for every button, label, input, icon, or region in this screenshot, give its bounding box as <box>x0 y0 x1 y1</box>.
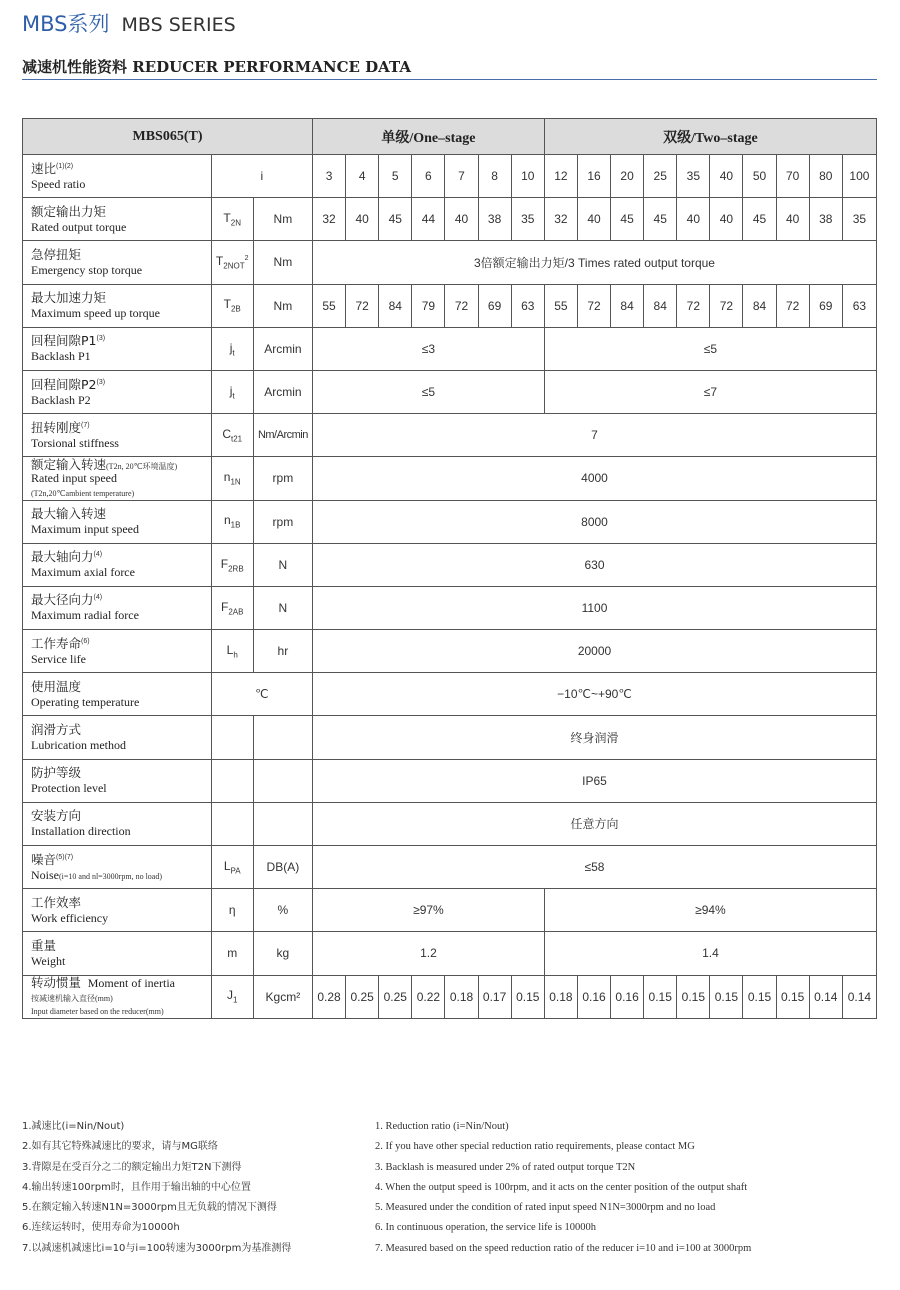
value-cell: 72 <box>346 284 379 327</box>
section-subtitle: 减速机性能资料 REDUCER PERFORMANCE DATA <box>22 58 411 76</box>
value-cell: ≤5 <box>544 327 876 370</box>
unit-cell: kg <box>253 932 312 975</box>
unit-cell <box>253 716 312 759</box>
value-cell: 5 <box>379 155 412 198</box>
symbol-cell: $T_{2NOT}^2$ <box>211 241 253 284</box>
note-item: 1.减速比(i=Nin/Nout) <box>22 1121 125 1132</box>
table-row <box>23 802 877 845</box>
value-cell: 44 <box>412 198 445 241</box>
header-divider <box>22 79 877 80</box>
value-cell: 0.15 <box>776 975 809 1018</box>
value-cell: 16 <box>577 155 610 198</box>
unit-cell: Arcmin <box>253 370 312 413</box>
value-cell: 0.16 <box>611 975 644 1018</box>
series-title-zh: MBS系列 <box>22 12 110 36</box>
value-cell: 6 <box>412 155 445 198</box>
note-item: 7. Measured based on the speed reduction ratio of the reducer i=10 and i=100 at 3000rpm <box>375 1242 752 1254</box>
symbol-cell: $T_{2N}$ <box>211 198 253 241</box>
row-label: 速比$^{(1)(2)}$ Speed ratio <box>23 155 212 198</box>
unit-cell: N <box>253 543 312 586</box>
value-cell: 0.15 <box>710 975 743 1018</box>
value-cell: 38 <box>809 198 842 241</box>
unit-cell: Nm/Arcmin <box>253 414 312 457</box>
table-row <box>23 198 877 241</box>
value-cell: ≤58 <box>313 846 877 889</box>
row-label: 安装方向 Installation direction <box>23 802 212 845</box>
value-cell: 7 <box>313 414 877 457</box>
value-cell: 0.25 <box>346 975 379 1018</box>
symbol-cell: m <box>211 932 253 975</box>
value-cell: 7 <box>445 155 478 198</box>
table-row <box>23 630 877 673</box>
value-cell: 84 <box>379 284 412 327</box>
value-cell: 1100 <box>313 586 877 629</box>
model-header: MBS065(T) <box>23 119 313 155</box>
table-row <box>23 889 877 932</box>
value-cell: 4 <box>346 155 379 198</box>
value-cell: 0.17 <box>478 975 511 1018</box>
symbol-cell: $J_1$ <box>211 975 253 1018</box>
value-cell: 0.14 <box>842 975 876 1018</box>
value-cell: 72 <box>577 284 610 327</box>
table-row <box>23 673 877 716</box>
table-row <box>23 932 877 975</box>
value-cell: 4000 <box>313 457 877 500</box>
note-item: 5. Measured under the condition of rated input speed N1N=3000rpm and no load <box>375 1202 716 1214</box>
value-cell: 630 <box>313 543 877 586</box>
value-cell: 3倍额定输出力矩/3 Times rated output torque <box>313 241 877 284</box>
unit-cell: rpm <box>253 457 312 500</box>
table-row <box>23 457 877 500</box>
value-cell: 12 <box>544 155 577 198</box>
row-label: 最大径向力$^{(4)}$ Maximum radial force <box>23 586 212 629</box>
row-label: 额定输入转速(T2n, 20℃环境温度) Rated input speed (T2n,20℃ambient temperature) <box>23 457 212 500</box>
value-cell: 45 <box>379 198 412 241</box>
symbol-cell <box>211 716 253 759</box>
value-cell: 0.15 <box>511 975 544 1018</box>
table-row <box>23 975 877 1018</box>
row-label: 噪音$^{(5)(7)}$ Noise(i=10 and nl=3000rpm, no load) <box>23 846 212 889</box>
unit-cell: Nm <box>253 198 312 241</box>
value-cell: 终身润滑 <box>313 716 877 759</box>
value-cell: 79 <box>412 284 445 327</box>
table-row <box>23 241 877 284</box>
value-cell: 0.25 <box>379 975 412 1018</box>
symbol-cell: $n_{1B}$ <box>211 500 253 543</box>
table-row <box>23 500 877 543</box>
unit-cell: % <box>253 889 312 932</box>
value-cell: IP65 <box>313 759 877 802</box>
one-stage-header: 单级/One–stage <box>313 119 545 155</box>
value-cell: 40 <box>710 155 743 198</box>
value-cell: 20000 <box>313 630 877 673</box>
unit-cell <box>253 802 312 845</box>
value-cell: 72 <box>445 284 478 327</box>
value-cell: 40 <box>346 198 379 241</box>
value-cell: 1.2 <box>313 932 545 975</box>
value-cell: 0.15 <box>644 975 677 1018</box>
value-cell: 84 <box>644 284 677 327</box>
value-cell: 8000 <box>313 500 877 543</box>
table-row <box>23 759 877 802</box>
row-label: 额定输出力矩 Rated output torque <box>23 198 212 241</box>
row-label: 工作寿命$^{(6)}$ Service life <box>23 630 212 673</box>
table-row <box>23 327 877 370</box>
note-item: 4.输出转速100rpm时，且作用于输出轴的中心位置 <box>22 1181 251 1193</box>
row-label: 最大轴向力$^{(4)}$ Maximum axial force <box>23 543 212 586</box>
value-cell: 50 <box>743 155 776 198</box>
unit-cell: DB(A) <box>253 846 312 889</box>
unit-cell: Nm <box>253 241 312 284</box>
row-label: 回程间隙P2$^{(3)}$ Backlash P2 <box>23 370 212 413</box>
value-cell: 55 <box>544 284 577 327</box>
value-cell: 0.22 <box>412 975 445 1018</box>
value-cell: 35 <box>511 198 544 241</box>
value-cell: 25 <box>644 155 677 198</box>
note-item: 6. In continuous operation, the service life is 10000h <box>375 1222 597 1234</box>
row-label: 最大输入转速 Maximum input speed <box>23 500 212 543</box>
value-cell: 84 <box>743 284 776 327</box>
table-row <box>23 846 877 889</box>
row-label: 最大加速力矩 Maximum speed up torque <box>23 284 212 327</box>
table-row <box>23 370 877 413</box>
unit-cell: Nm <box>253 284 312 327</box>
unit-cell: ℃ <box>211 673 312 716</box>
symbol-cell: i <box>211 155 312 198</box>
value-cell: 55 <box>313 284 346 327</box>
unit-cell: rpm <box>253 500 312 543</box>
symbol-cell: $j_t$ <box>211 370 253 413</box>
value-cell: 40 <box>710 198 743 241</box>
note-item: 2. If you have other special reduction ratio requirements, please contact MG <box>375 1141 695 1153</box>
row-label: 工作效率 Work efficiency <box>23 889 212 932</box>
value-cell: 20 <box>611 155 644 198</box>
value-cell: 70 <box>776 155 809 198</box>
value-cell: ≤7 <box>544 370 876 413</box>
table-row <box>23 284 877 327</box>
symbol-cell: $C_{t21}$ <box>211 414 253 457</box>
value-cell: 100 <box>842 155 876 198</box>
two-stage-header: 双级/Two–stage <box>544 119 876 155</box>
symbol-cell: $n_{1N}$ <box>211 457 253 500</box>
value-cell: 1.4 <box>544 932 876 975</box>
value-cell: 35 <box>842 198 876 241</box>
note-item: 7.以减速机减速比i=10与i=100转速为3000rpm为基准测得 <box>22 1242 292 1254</box>
value-cell: 0.14 <box>809 975 842 1018</box>
performance-table <box>22 118 877 1019</box>
value-cell: −10℃~+90℃ <box>313 673 877 716</box>
value-cell: ≤3 <box>313 327 545 370</box>
value-cell: 0.15 <box>677 975 710 1018</box>
value-cell: 35 <box>677 155 710 198</box>
row-label: 扭转刚度$^{(7)}$ Torsional stiffness <box>23 414 212 457</box>
value-cell: 0.18 <box>544 975 577 1018</box>
row-label: 转动惯量 Moment of inertia 按减速机输入直径(mm) Input diameter based on the reducer(mm) <box>23 975 212 1018</box>
value-cell: 63 <box>842 284 876 327</box>
note-item: 4. When the output speed is 100rpm, and it acts on the center position of the output shaft <box>375 1181 748 1193</box>
symbol-cell: $L_{PA}$ <box>211 846 253 889</box>
value-cell: 0.28 <box>313 975 346 1018</box>
unit-cell <box>253 759 312 802</box>
value-cell: 0.15 <box>743 975 776 1018</box>
row-label: 润滑方式 Lubrication method <box>23 716 212 759</box>
table-row <box>23 543 877 586</box>
series-title-en: MBS SERIES <box>121 14 236 36</box>
note-item: 6.连续运转时，使用寿命为10000h <box>22 1222 180 1234</box>
value-cell: 63 <box>511 284 544 327</box>
value-cell: 84 <box>611 284 644 327</box>
symbol-cell <box>211 802 253 845</box>
value-cell: 任意方向 <box>313 802 877 845</box>
value-cell: 0.18 <box>445 975 478 1018</box>
table-header-row <box>23 119 877 155</box>
unit-cell: Arcmin <box>253 327 312 370</box>
table-row <box>23 586 877 629</box>
symbol-cell: $F_{2RB}$ <box>211 543 253 586</box>
note-item: 3. Backlash is measured under 2% of rated output torque T2N <box>375 1161 636 1173</box>
value-cell: ≥97% <box>313 889 545 932</box>
symbol-cell: η <box>211 889 253 932</box>
row-label: 急停扭矩 Emergency stop torque <box>23 241 212 284</box>
symbol-cell: $F_{2AB}$ <box>211 586 253 629</box>
value-cell: 69 <box>478 284 511 327</box>
row-label: 重量 Weight <box>23 932 212 975</box>
value-cell: 40 <box>776 198 809 241</box>
unit-cell: Kgcm² <box>253 975 312 1018</box>
symbol-cell: $T_{2B}$ <box>211 284 253 327</box>
value-cell: 0.16 <box>577 975 610 1018</box>
row-label: 防护等级 Protection level <box>23 759 212 802</box>
series-title <box>22 8 236 38</box>
note-item: 1. Reduction ratio (i=Nin/Nout) <box>375 1121 509 1132</box>
value-cell: ≥94% <box>544 889 876 932</box>
value-cell: 38 <box>478 198 511 241</box>
value-cell: ≤5 <box>313 370 545 413</box>
unit-cell: hr <box>253 630 312 673</box>
value-cell: 3 <box>313 155 346 198</box>
note-item: 2.如有其它特殊减速比的要求，请与MG联络 <box>22 1141 218 1153</box>
note-item: 3.背隙是在受百分之二的额定输出力矩T2N下测得 <box>22 1161 242 1173</box>
value-cell: 32 <box>313 198 346 241</box>
value-cell: 40 <box>445 198 478 241</box>
symbol-cell: $L_h$ <box>211 630 253 673</box>
table-row <box>23 414 877 457</box>
symbol-cell: $j_t$ <box>211 327 253 370</box>
value-cell: 80 <box>809 155 842 198</box>
symbol-cell <box>211 759 253 802</box>
value-cell: 40 <box>577 198 610 241</box>
note-item: 5.在额定输入转速N1N=3000rpm且无负载的情况下测得 <box>22 1202 277 1214</box>
table-row <box>23 155 877 198</box>
value-cell: 72 <box>776 284 809 327</box>
value-cell: 10 <box>511 155 544 198</box>
row-label: 回程间隙P1$^{(3)}$ Backlash P1 <box>23 327 212 370</box>
value-cell: 32 <box>544 198 577 241</box>
value-cell: 72 <box>677 284 710 327</box>
row-label: 使用温度 Operating temperature <box>23 673 212 716</box>
value-cell: 69 <box>809 284 842 327</box>
value-cell: 8 <box>478 155 511 198</box>
notes-chinese <box>22 1117 291 1259</box>
table-row <box>23 716 877 759</box>
value-cell: 45 <box>611 198 644 241</box>
notes-english <box>375 1117 751 1259</box>
value-cell: 45 <box>644 198 677 241</box>
value-cell: 45 <box>743 198 776 241</box>
value-cell: 40 <box>677 198 710 241</box>
value-cell: 72 <box>710 284 743 327</box>
unit-cell: N <box>253 586 312 629</box>
